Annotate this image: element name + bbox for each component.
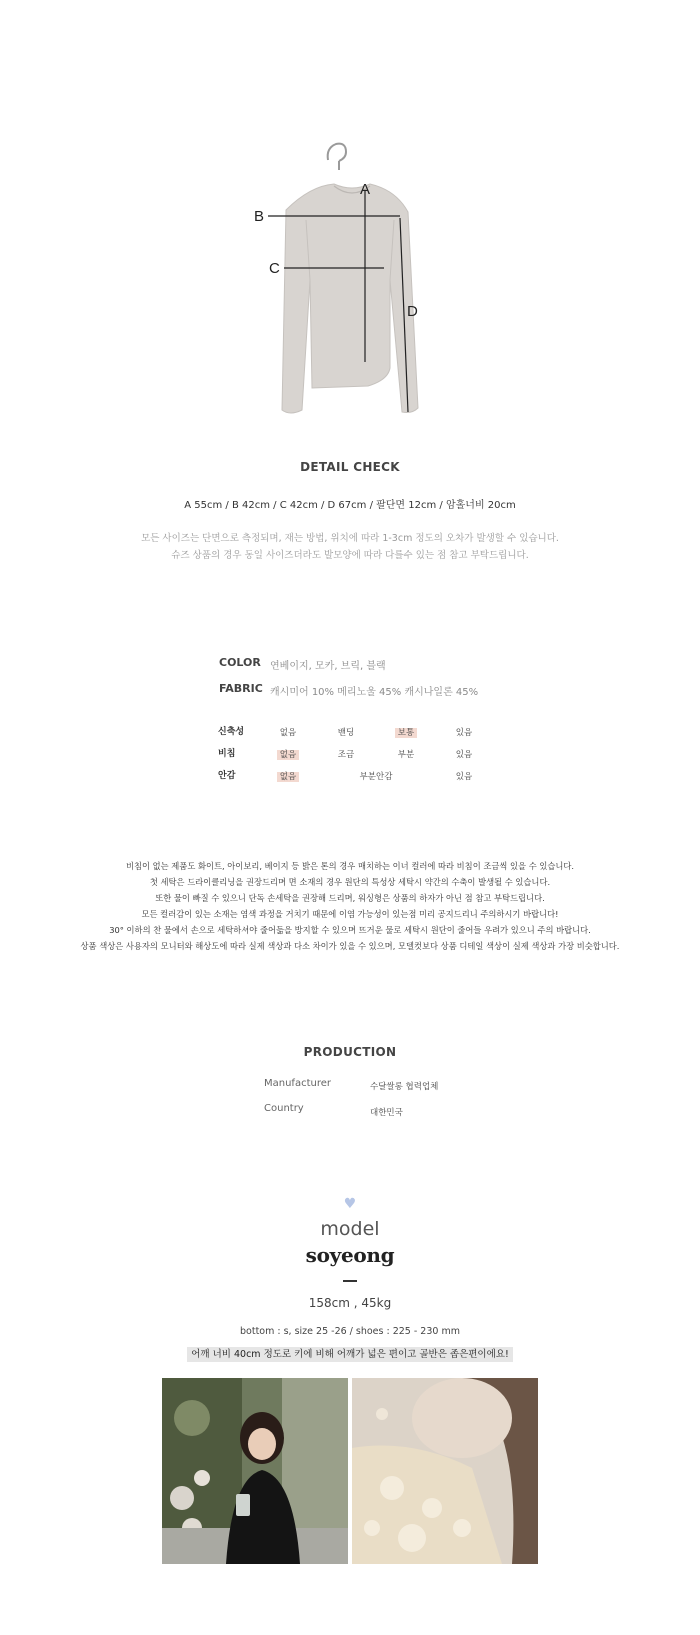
label-b: B <box>254 208 265 225</box>
country-label: Country <box>264 1103 304 1114</box>
care-notice <box>0 858 700 954</box>
label-d: D <box>407 303 418 320</box>
model-heading: model <box>320 1218 380 1240</box>
sheer-slight: 조금 <box>337 750 355 760</box>
lining-none: 없음 <box>277 772 299 782</box>
production-title: PRODUCTION <box>303 1045 397 1059</box>
color-value: 연베이지, 모카, 브릭, 블랙 <box>270 661 386 672</box>
fabric-value: 캐시미어 10% 메리노울 45% 캐시나일론 45% <box>270 687 479 698</box>
stretch-normal: 보통 <box>395 728 417 738</box>
color-label: COLOR <box>219 656 261 669</box>
care-line-1: 비침이 없는 제품도 화이트, 아이보리, 베이지 등 밝은 톤의 경우 매치하는 이너 컬러에 따라 비침이 조금씩 있을 수 있습니다. <box>125 861 575 871</box>
sweater-illustration <box>240 130 440 440</box>
care-line-6: 상품 색상은 사용자의 모니터와 해상도에 따라 실제 색상과 다소 차이가 있을 수 있으며, 모델컷보다 상품 디테일 색상이 실제 색상과 가장 비슷합니다. <box>80 941 620 951</box>
manufacturer-value: 수달쌀롱 협력업체 <box>370 1082 439 1092</box>
care-line-5: 30° 이하의 찬 물에서 손으로 세탁하셔야 줄어듦을 방지할 수 있으며 뜨거운 물로 세탁시 원단이 줄어들 우려가 있으니 주의 바랍니다. <box>109 925 591 935</box>
lining-yes: 있음 <box>455 772 473 782</box>
heart-icon: ♥ <box>343 1196 357 1212</box>
stretch-yes: 있음 <box>455 728 473 738</box>
sweater-body <box>282 184 418 413</box>
sheer-label: 비침 <box>218 749 236 759</box>
fabric-label: FABRIC <box>219 682 263 695</box>
label-a: A <box>360 181 371 198</box>
detail-note-2: 슈즈 상품의 경우 동일 사이즈더라도 발모양에 따라 다를수 있는 점 참고 부탁드립니다. <box>171 550 529 561</box>
model-stats: 158cm , 45kg <box>308 1296 392 1310</box>
model-remark: 어깨 너비 40cm 정도로 키에 비해 어깨가 넓은 편이고 골반은 좁은편이에요! <box>187 1347 513 1362</box>
care-line-3: 또한 물이 빠질 수 있으니 단독 손세탁을 권장해 드리며, 워싱형은 상품의 하자가 아닌 점 참고 부탁드립니다. <box>155 893 545 903</box>
lining-label: 안감 <box>218 771 236 781</box>
hanger-hook <box>328 144 346 161</box>
garment-size-diagram <box>240 130 440 444</box>
label-c: C <box>269 260 280 277</box>
manufacturer-label: Manufacturer <box>264 1078 331 1089</box>
stretch-none: 없음 <box>279 728 297 738</box>
stretch-banding: 밴딩 <box>337 728 355 738</box>
care-line-4: 모든 컬러감이 있는 소재는 염색 과정을 거치기 때문에 이염 가능성이 있는점 미리 공지드리니 주의하시기 바랍니다! <box>141 909 559 919</box>
divider <box>343 1280 357 1282</box>
model-sizes: bottom : s, size 25 -26 / shoes : 225 - 230 mm <box>240 1326 460 1337</box>
detail-dimensions: A 55cm / B 42cm / C 42cm / D 67cm / 팔단면 12cm / 암홀너비 20cm <box>184 500 516 511</box>
detail-note-1: 모든 사이즈는 단면으로 측정되며, 재는 방법, 위치에 따라 1-3cm 정도의 오차가 발생할 수 있습니다. <box>141 533 559 544</box>
sheer-none: 없음 <box>277 750 299 760</box>
model-name: soyeong <box>305 1243 395 1267</box>
stretch-label: 신축성 <box>218 727 245 737</box>
lining-partial: 부분안감 <box>359 772 393 782</box>
model-photo-left <box>162 1378 348 1564</box>
detail-check-title: DETAIL CHECK <box>300 460 400 474</box>
model-photo-right <box>352 1378 538 1564</box>
care-line-2: 첫 세탁은 드라이클리닝을 권장드리며 면 소재의 경우 원단의 특성상 세탁시 약간의 수축이 발생될 수 있습니다. <box>149 877 551 887</box>
country-value: 대한민국 <box>370 1108 403 1118</box>
sheer-yes: 있음 <box>455 750 473 760</box>
sheer-partial: 부분 <box>397 750 415 760</box>
